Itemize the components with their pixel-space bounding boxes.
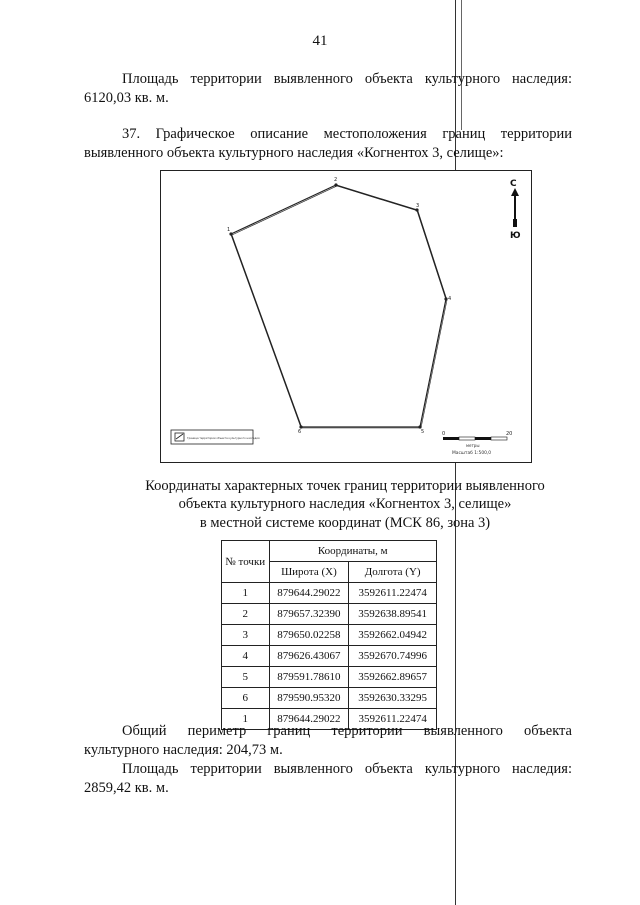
table-row	[222, 688, 437, 709]
margin-line	[461, 0, 462, 130]
perimeter-line2: культурного наследия: 204,73 м.	[84, 742, 283, 758]
scale-unit-label: метры	[466, 443, 480, 448]
table-row	[222, 604, 437, 625]
compass-north-label: С	[510, 179, 517, 189]
area-new-line1: Площадь территории выявленного объекта культурного наследия:	[122, 761, 572, 777]
section37-line2: выявленного объекта культурного наследия «Когнентох 3, селище»:	[84, 145, 504, 161]
table-row	[222, 625, 437, 646]
scale-bar	[442, 431, 512, 456]
cell-lon: 3592611.22474	[349, 709, 437, 730]
cell-lon: 3592662.04942	[349, 625, 437, 646]
compass-south-label: Ю	[510, 231, 521, 241]
point-label-6: 6	[298, 429, 302, 435]
col-lat-header: Широта (X)	[269, 562, 349, 583]
cell-point: 5	[222, 667, 270, 688]
cell-point: 1	[222, 709, 270, 730]
point-label-1: 1	[227, 227, 231, 233]
scale-zero-label: 0	[442, 431, 446, 437]
boundary-map-svg	[161, 171, 531, 462]
point-label-2: 2	[334, 177, 338, 183]
point-label-5: 5	[421, 429, 425, 435]
col-point-header: № точки	[222, 541, 270, 583]
section37-line1: 37. Графическое описание местоположения границ территории	[122, 126, 572, 142]
point-label-4: 4	[448, 296, 452, 302]
cell-lat: 879626.43067	[269, 646, 349, 667]
coords-table	[221, 540, 437, 730]
cell-point: 3	[222, 625, 270, 646]
scale-max-label: 20	[506, 431, 513, 437]
cell-lat: 879644.29022	[269, 583, 349, 604]
area-prev-line1: Площадь территории выявленного объекта культурного наследия:	[122, 71, 572, 87]
area-prev-line2: 6120,03 кв. м.	[84, 90, 169, 106]
perimeter-line1: Общий периметр границ территории выявленного объекта	[122, 723, 572, 739]
cell-lon: 3592630.33295	[349, 688, 437, 709]
cell-point: 1	[222, 583, 270, 604]
cell-lon: 3592638.89541	[349, 604, 437, 625]
col-coords-header: Координаты, м	[269, 541, 437, 562]
cell-lat: 879644.29022	[269, 709, 349, 730]
compass-arrow-icon	[511, 188, 519, 227]
boundary-map	[160, 170, 532, 463]
cell-lat: 879657.32390	[269, 604, 349, 625]
boundary-polygon	[231, 185, 446, 427]
cell-lat: 879590.95320	[269, 688, 349, 709]
scale-ratio-label: Масштаб 1:500,0	[452, 451, 492, 456]
legend-text: Граница территории объекта культурного наследия	[187, 437, 260, 440]
cell-lat: 879650.02258	[269, 625, 349, 646]
cell-point: 2	[222, 604, 270, 625]
cell-lon: 3592670.74996	[349, 646, 437, 667]
cell-lon: 3592662.89657	[349, 667, 437, 688]
col-lon-header: Долгота (Y)	[349, 562, 437, 583]
coords-title-line3: в местной системе координат (МСК 86, зона 3)	[199, 515, 491, 531]
area-new-line2: 2859,42 кв. м.	[84, 780, 169, 796]
table-row	[222, 646, 437, 667]
cell-point: 6	[222, 688, 270, 709]
point-label-3: 3	[416, 203, 420, 209]
cell-point: 4	[222, 646, 270, 667]
table-row	[222, 667, 437, 688]
boundary-points	[229, 183, 447, 428]
coords-title-line1: Координаты характерных точек границ территории выявленного	[145, 478, 545, 494]
cell-lon: 3592611.22474	[349, 583, 437, 604]
table-row	[222, 583, 437, 604]
page-number: 41	[312, 33, 328, 49]
coords-title-line2: объекта культурного наследия «Когнентох 3, селище»	[178, 496, 512, 512]
cell-lat: 879591.78610	[269, 667, 349, 688]
